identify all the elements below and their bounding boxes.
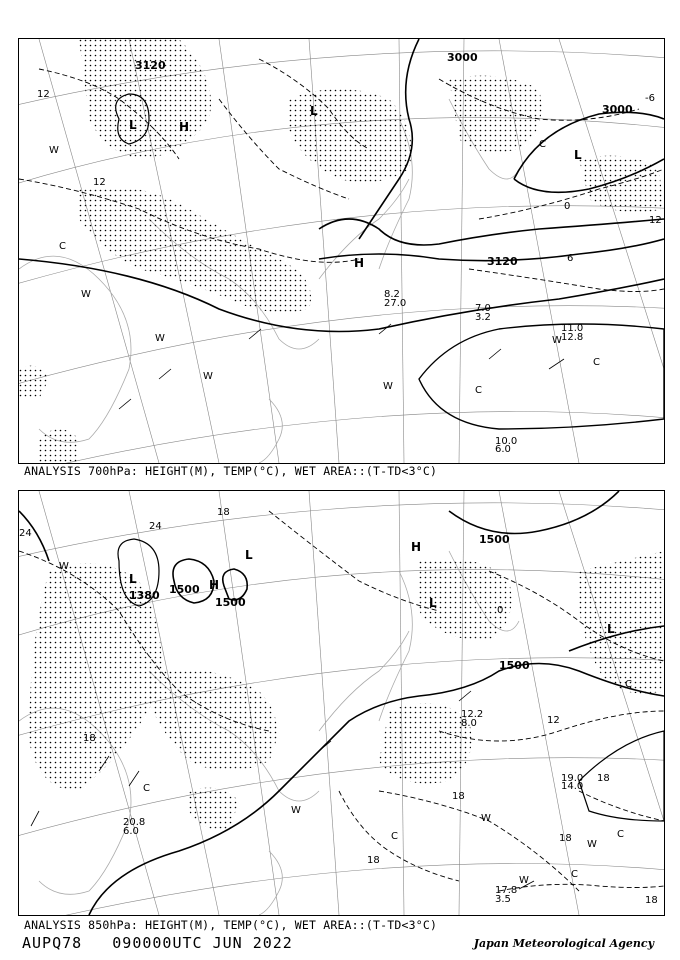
isotherm-label: 18 <box>367 855 380 866</box>
low-center: L <box>245 548 253 562</box>
station-value: 11.0 <box>561 323 584 334</box>
isotherm-label: 12 <box>547 715 560 726</box>
station-value: 6.0 <box>123 826 139 837</box>
zone-label: W <box>291 805 301 816</box>
zone-label: W <box>49 145 59 156</box>
zone-label: W <box>155 333 165 344</box>
station-value: 12.8 <box>561 332 584 343</box>
isotherm-label: 24 <box>19 528 32 539</box>
zone-label: C <box>571 869 578 880</box>
chart-700hpa <box>18 38 665 464</box>
low-center: L <box>129 118 137 132</box>
isotherm-label: 24 <box>149 521 162 532</box>
station-value: 14.0 <box>561 781 584 792</box>
zone-label: C <box>59 241 66 252</box>
high-center: H <box>179 120 190 134</box>
zone-label: C <box>475 385 482 396</box>
station-value: 8.2 <box>384 289 400 300</box>
isotherm-label: 12 <box>649 215 662 226</box>
zone-label: C <box>391 831 398 842</box>
high-center: H <box>411 540 422 554</box>
station-value: 6.0 <box>495 444 511 455</box>
contour-label-1500-b: 1500 <box>215 596 246 609</box>
low-center: L <box>429 596 437 610</box>
caption-700hpa: ANALYSIS 700hPa: HEIGHT(M), TEMP(°C), WET AREA::(T-TD<3°C) <box>24 464 438 478</box>
station-value: 19.0 <box>561 773 584 784</box>
zone-label: W <box>59 561 69 572</box>
station-value: 8.0 <box>461 718 477 729</box>
zone-label: C <box>593 357 600 368</box>
isotherm-label: 12 <box>93 177 106 188</box>
high-center: H <box>354 256 365 270</box>
isotherm-label: 6 <box>567 253 574 264</box>
isotherm-label: 18 <box>83 733 96 744</box>
low-center: L <box>574 148 582 162</box>
low-center: L <box>310 104 318 118</box>
zone-label: C <box>617 829 624 840</box>
agency-name: Japan Meteorological Agency <box>473 937 654 950</box>
map-850hpa <box>19 491 664 915</box>
station-value: 3.2 <box>475 312 491 323</box>
low-center: L <box>129 572 137 586</box>
low-center: L <box>607 622 615 636</box>
valid-time: 090000UTC JUN 2022 <box>112 934 293 952</box>
isotherm-label: 0 <box>564 201 571 212</box>
zone-label: W <box>81 289 91 300</box>
station-value: 10.0 <box>495 436 518 447</box>
caption-850hpa: ANALYSIS 850hPa: HEIGHT(M), TEMP(°C), WET AREA::(T-TD<3°C) <box>24 918 438 932</box>
zone-label: W <box>587 839 597 850</box>
map-700hpa <box>19 39 664 463</box>
isotherm-label: 18 <box>597 773 610 784</box>
isotherm-label: 12 <box>37 89 50 100</box>
zone-label: C <box>625 679 632 690</box>
station-value: 7.0 <box>475 303 491 314</box>
station-value: 20.8 <box>123 817 146 828</box>
isotherm-label: 18 <box>559 833 572 844</box>
zone-label: W <box>552 335 562 346</box>
isotherm-label: 18 <box>217 507 230 518</box>
zone-label: C <box>143 783 150 794</box>
contour-label-3120-b: 3120 <box>487 255 518 268</box>
isotherm-label: 0 <box>497 605 504 616</box>
station-value: 12.2 <box>461 709 484 720</box>
contour-label-1500-c: 1500 <box>479 533 510 546</box>
zone-label: W <box>203 371 213 382</box>
chart-850hpa <box>18 490 665 916</box>
contour-label-1380: 1380 <box>129 589 160 602</box>
zone-label: W <box>383 381 393 392</box>
zone-label: W <box>519 875 529 886</box>
zone-label: W <box>481 813 491 824</box>
isotherm-label: 18 <box>645 895 658 906</box>
high-center: H <box>209 578 220 592</box>
isotherm-label: -6 <box>645 93 655 104</box>
contour-label-3120-a: 3120 <box>135 59 166 72</box>
contour-label-1500-d: 1500 <box>499 659 530 672</box>
zone-label: C <box>539 139 546 150</box>
contour-label-3000-b: 3000 <box>602 103 633 116</box>
contour-label-3000-a: 3000 <box>447 51 478 64</box>
chart-identifier <box>22 934 293 952</box>
isotherm-label: 18 <box>452 791 465 802</box>
contour-label-1500-a: 1500 <box>169 583 200 596</box>
station-value: 3.5 <box>495 894 511 905</box>
station-value: 27.0 <box>384 298 407 309</box>
chart-id: AUPQ78 <box>22 934 83 952</box>
station-value: 17.8 <box>495 885 518 896</box>
